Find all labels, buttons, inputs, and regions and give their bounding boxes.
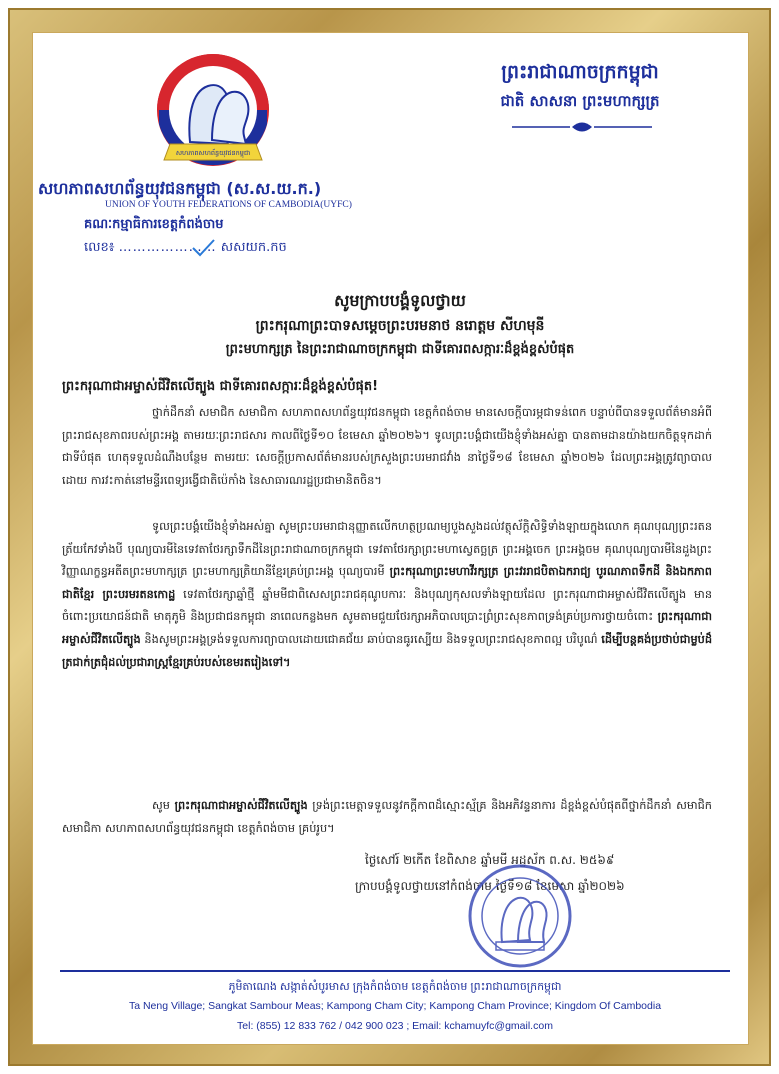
reference-dots: ………………… [118, 240, 217, 255]
footer-divider [60, 970, 730, 972]
national-motto: ជាតិ សាសនា ព្រះមហាក្សត្រ [500, 92, 660, 110]
paragraph-1: ថ្នាក់ដឹកនាំ សមាជិក សមាជិកា សហភាពសហព័ន្ធយុវជនកម្ពុជា ខេត្តកំពង់ចាម មានសេចក្តីបារម្ភជាទន់ពេក បន្ទាប់ពីបានទទួលព័ត៌មានអំពីព្រះរាជសុខភាពរបស់ព្រះអង្គ តាមរយៈព្រះរាជសារ កាលពីថ្ងៃទី១០ ខែមេសា ឆ្នាំ២០២៦។ ទូលព្រះបង្គំជាយើងខ្ញុំទាំងអស់គ្នា បានតាមដានយ៉ាងយកចិត្តទុកដាក់ជាទីបំផុត ហេតុទទួលដំណឹងបន្ថែម តាមរយៈ សេចក្តីប្រកាសព័ត៌មានរបស់ក្រសួងព្រះបរមរាជវាំង នាថ្ងៃទី១៨ ខែមេសា ឆ្នាំ២០២៦ ដែលព្រះអង្គត្រូវព្យាបាលដោយ ការវះកាត់នៅមន្ទីរពេទ្យរង្វើជាតិប៉េកាំង នៃសាធារណរដ្ឋប្រជាមានិតចិន។ [62, 406, 712, 487]
ornament-divider-icon [512, 120, 652, 134]
organization-name-khmer: សហភាពសហព័ន្ធយុវជនកម្ពុជា (ស.ស.យ.ក.) [38, 179, 322, 198]
paragraph-2-text-d: និងសូមព្រះអង្គទ្រង់ទទួលការព្យាបាលដោយជោគជ័យ ឆាប់បានធូរស្បើយ និងទទួលព្រះរាជសុខភាពល្អ បរិបូណ៌ [140, 632, 602, 646]
paragraph-3-text-a: សូម [152, 799, 175, 812]
solar-date: ក្រាបបង្គំទូលថ្វាយនៅកំពង់ចាម ថ្ងៃទី១៨ ខែមេសា ឆ្នាំ២០២៦ [355, 879, 625, 893]
paragraph-2-bold-1: ព្រះករុណាព្រះមហាវីរក្សត្រ ព្រះវររាជបិតាឯករាជ្យ បូរណភាពទឹកដី និងឯកភាពជាតិខ្មែរ ព្រះបរមរតនកោដ្ឋ [62, 565, 712, 601]
committee-name: គណៈកម្មាធិការខេត្តកំពង់ចាម [84, 217, 224, 232]
footer-address-english: Ta Neng Village; Sangkat Sambour Meas; Kampong Cham City; Kampong Cham Province; Kingdom Of Cambodia [128, 1000, 662, 1012]
reference-number [84, 239, 287, 258]
footer-contact: Tel: (855) 12 833 762 / 042 900 023 ; Email: kchamuyfc@gmail.com [237, 1020, 553, 1032]
kingdom-title: ព្រះរាជាណាចក្រកម្ពុជា [501, 61, 659, 83]
lunar-date: ថ្ងៃសៅរ៍ ២កើត ខែពិសាខ ឆ្នាំមមី អដ្ឋស័ក ព.ស. ២៥៦៩ [365, 853, 615, 867]
paragraph-3 [62, 795, 712, 840]
salutation-line-3: ព្រះមហាក្សត្រ នៃព្រះរាជាណាចក្រកម្ពុជា ជាទីគោរពសក្ការៈដ៏ខ្ពង់ខ្ពស់បំផុត [225, 342, 575, 357]
logo-banner-text: សហភាពសហព័ន្ធយុវជនកម្ពុជា [175, 149, 251, 157]
uyfc-logo [150, 52, 276, 178]
paragraph-2 [62, 516, 712, 674]
organization-name-english: UNION OF YOUTH FEDERATIONS OF CAMBODIA(UYFC) [105, 200, 352, 210]
address-line: ព្រះករុណាជាអម្ចាស់ជីវិតលើត្បូង ជាទីគោរពសក្ការៈដ៏ខ្ពង់ខ្ពស់បំផុត! [62, 379, 379, 394]
paragraph-3-bold: ព្រះករុណាជាអម្ចាស់ជីវិតលើត្បូង [174, 799, 308, 812]
footer-address-khmer: ភូមិតាណេង សង្កាត់សំបូរមាស ក្រុងកំពង់ចាម ខេត្តកំពង់ចាម ព្រះរាជាណាចក្រកម្ពុជា [228, 981, 562, 993]
paragraph-3-text-c: ទ្រង់ព្រះមេត្តាទទួលនូវកក្តីកាពដ៏ស្មោះស្ម័គ្រ និងអភិវន្ទនាការ ដ៏ខ្ពង់ខ្ពស់បំផុតពីថ្នាក់ដឹកនាំ សមាជិក សមាជិកា សហភាពសហព័ន្ធយុវជនកម្ពុជា ខេត្តកំពង់ចាម គ្រប់រូប។ [62, 799, 712, 835]
paragraph-2-bold-2: ព្រះករុណាជាអម្ចាស់ជីវិតលើត្បូង [62, 610, 712, 646]
paragraph-2-bold-3: ដើម្បីបន្តគង់ប្រថាប់ជាម្លប់ដ៏ត្រជាក់ត្រជុំដល់ប្រជារាស្ត្រខ្មែរគ្រប់របស់ខេមរតរៀងទៅ។ [62, 632, 712, 669]
official-seal-stamp [460, 862, 580, 970]
checkmark-icon [190, 238, 216, 258]
reference-code: សសយក.កច [220, 240, 287, 255]
paragraph-2-text-c: ទេវតាថែរក្សាឆ្នាំថ្មី ឆ្នាំមមីជាពិសេសព្រះរាជគុណូបការៈ និងបុណ្យកុសលទាំងឡាយដែល ព្រះករុណាជាអម្ចាស់ជីវិតលើត្បូង មានចំពោះប្រយោជន៍ជាតិ មាតុភូមិ និងប្រជាជនកម្ពុជា នាពេលកន្លងមក សូមតាមជួយថែរក្សាអភិបាលប្រោះព្រំព្រះសុខភាពទ្រង់គ្រប់ប្រការថ្វាយចំពោះ [62, 587, 712, 624]
paragraph-2-text-a: ទូលព្រះបង្គំយើងខ្ញុំទាំងអស់គ្នា សូមព្រះបរមរាជានុញ្ញាតលើកហត្ថប្រណម្យបួងសួងដល់វត្ថុស័ក្តិសិទ្ធិទាំងឡាយក្នុងលោក គុណបុណ្យព្រះរតនត្រ័យកែវទាំងបី បុណ្យបារមីនៃទេវតាថែរក្សាទឹកដីនៃព្រះរាជាណាចក្រកម្ពុជា ទេវតាថែរក្សាព្រះមហាស្វេតច្ឆត្រ ព្រះអង្គចេក ព្រះអង្គចម គុណបុណ្យបារមីនៃដួងព្រះវិញ្ញាណក្ខន្ធអតីតព្រះមហាក្សត្រ ព្រះមហាក្សត្រិយានីខ្មែរគ្រប់ព្រះអង្គ បុណ្យបារមី [62, 520, 712, 579]
reference-label: លេខ៖ [84, 240, 115, 255]
salutation-line-2: ព្រះករុណាព្រះបាទសម្តេចព្រះបរមនាថ នរោត្តម សីហមុនី [255, 318, 545, 334]
salutation-line-1: សូមក្រាបបង្គំទូលថ្វាយ [334, 291, 466, 310]
